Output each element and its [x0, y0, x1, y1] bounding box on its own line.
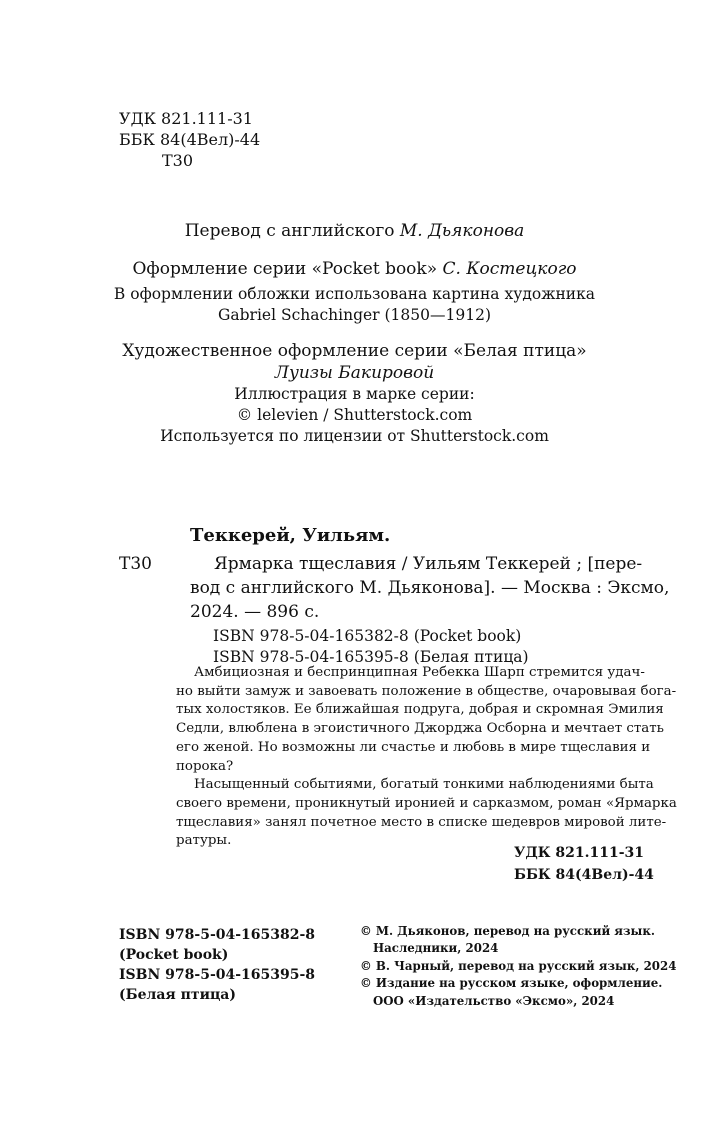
cutter-code: Т30 [162, 151, 194, 170]
annotation-line: тых холостяков. Ее ближайшая подруга, добрая и скромная Эмилия [176, 702, 664, 718]
series-design-prefix: Оформление серии «Pocket book» [132, 259, 438, 279]
illustration-line: Используется по лицензии от Shutterstock.com [160, 427, 549, 445]
annotation [176, 664, 677, 851]
copyright-line: © Издание на русском языке, оформление. [360, 976, 663, 991]
copyright-line: © В. Чарный, перевод на русский язык, 2024 [360, 958, 677, 973]
art-design-credit [0, 340, 709, 384]
translation-prefix: Перевод с английского [184, 221, 395, 241]
illustration-line: © lelevien / Shutterstock.com [236, 406, 473, 424]
bbk-code: ББК 84(4Вел)-44 [514, 867, 654, 883]
udk-code: УДК 821.111-31 [514, 845, 645, 861]
annotation-line: Седли, влюблена в эгоистичного Джорджа Осборна и мечтает стать [176, 721, 664, 737]
copyright-line: Наследники, 2024 [373, 941, 499, 956]
art-design-line: Художественное оформление серии «Белая птица» [122, 341, 587, 361]
footer-isbns [119, 925, 315, 1005]
isbn-note: (Pocket book) [119, 947, 229, 963]
record-line: 2024. — 896 с. [190, 602, 320, 622]
cover-note-line: Gabriel Schachinger (1850—1912) [217, 306, 491, 324]
annotation-line: но выйти замуж и завоевать положение в обществе, очаровывая бога- [176, 683, 677, 699]
copyright-line: © М. Дьяконов, перевод на русский язык. [360, 924, 655, 938]
art-designer-name: Луизы Бакировой [274, 363, 435, 383]
annotation-line: Насыщенный событиями, богатый тонкими наблюдениями быта [194, 777, 654, 793]
series-design-credit [0, 258, 709, 280]
record-line: Ярмарка тщеславия / Уильям Теккерей ; [пере- [214, 554, 643, 574]
annotation-line: порока? [176, 758, 234, 774]
isbn-line: ISBN 978-5-04-165395-8 (Белая птица) [213, 648, 529, 666]
illustration-line: Иллюстрация в марке серии: [234, 385, 475, 403]
classification-codes [119, 108, 260, 171]
annotation-line: тщеславия» занял почетное место в списке шедевров мировой лите- [176, 814, 667, 830]
bbk-code: ББК 84(4Вел)-44 [119, 130, 261, 149]
record-author: Теккерей, Уильям. [190, 525, 391, 546]
record-isbns [213, 626, 529, 668]
annotation-line: ратуры. [176, 833, 232, 849]
isbn-line: ISBN 978-5-04-165395-8 [119, 967, 316, 983]
annotation-line: Амбициозная и беспринципная Ребекка Шарп стремится удач- [194, 665, 645, 680]
cover-note-line: В оформлении обложки использована картина художника [113, 285, 596, 303]
series-designer-name: С. Костецкого [442, 259, 577, 279]
annotation-line: его женой. Но возможны ли счастье и любовь в мире тщеславия и [176, 739, 651, 755]
record-cutter: Т30 [119, 554, 152, 574]
record-line: вод с английского М. Дьяконова]. — Москва : Эксмо, [190, 578, 670, 598]
translation-credit [0, 220, 709, 242]
isbn-note: (Белая птица) [119, 987, 236, 1003]
translator-name: М. Дьяконова [399, 221, 525, 241]
udk-code: УДК 821.111-31 [119, 109, 253, 128]
annotation-line: своего времени, проникнутый иронией и сарказмом, роман «Ярмарка [176, 795, 677, 811]
cover-note [0, 284, 709, 326]
illustration-credit [0, 384, 709, 447]
isbn-line: ISBN 978-5-04-165382-8 (Pocket book) [213, 627, 522, 645]
isbn-line: ISBN 978-5-04-165382-8 [119, 927, 316, 943]
bibliographic-record [190, 552, 670, 624]
copyright-line: ООО «Издательство «Эксмо», 2024 [373, 993, 615, 1008]
copyright-block [360, 923, 676, 1010]
bottom-classification-codes [514, 842, 654, 886]
